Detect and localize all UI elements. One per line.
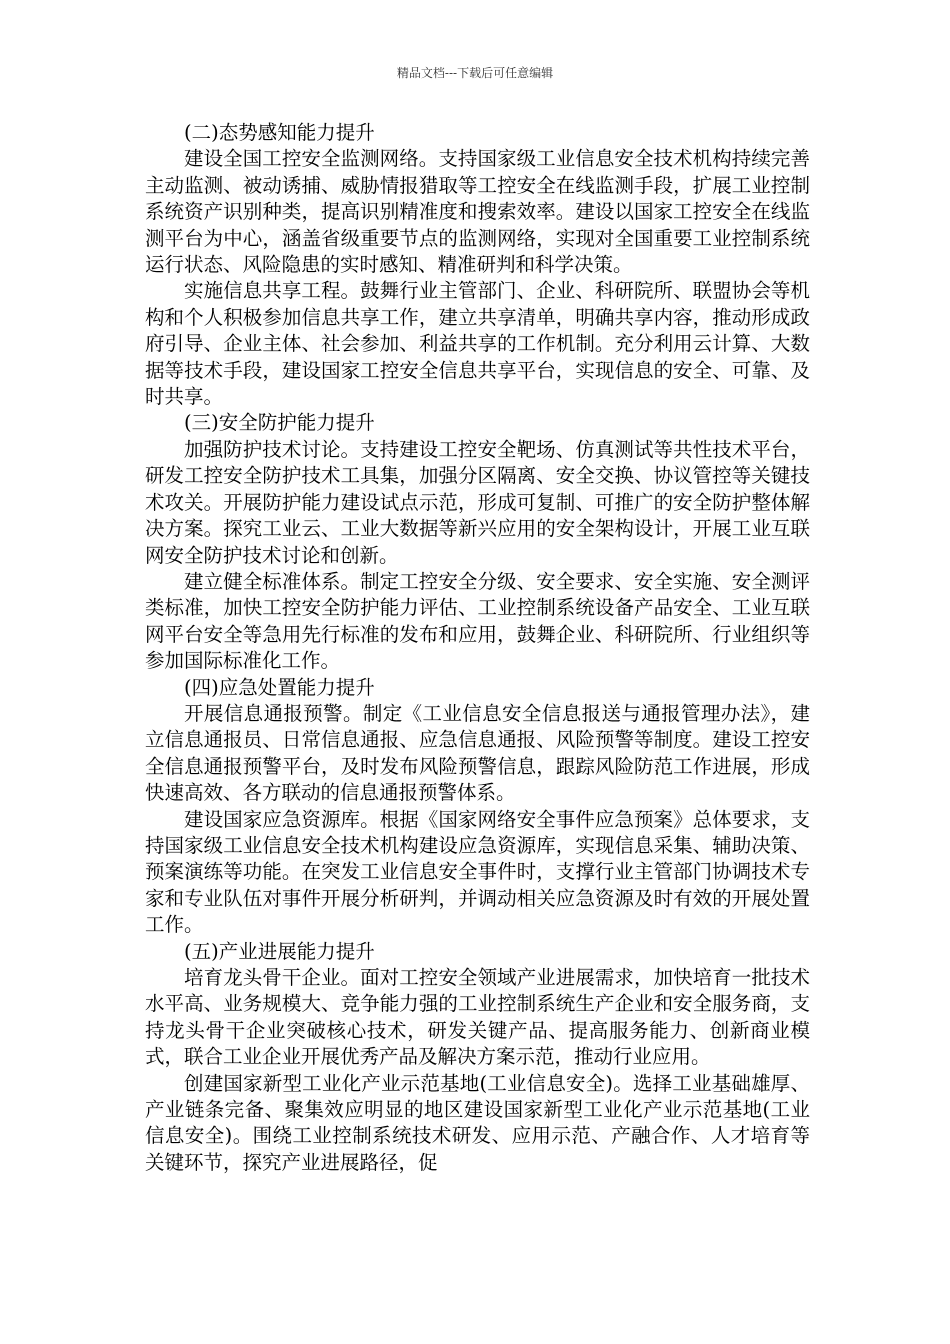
paragraph: 创建国家新型工业化产业示范基地(工业信息安全)。选择工业基础雄厚、产业链条完备、聚集效应明显的地区建设国家新型工业化产业示范基地(工业信息安全)。围绕工业控制系统技术研发、应用示范、产融合作、人才培育等关键环节，探究产业进展路径，促 bbox=[145, 1071, 810, 1174]
paragraph: 开展信息通报预警。制定《工业信息安全信息报送与通报管理办法》，建立信息通报员、日常信息通报、应急信息通报、风险预警等制度。建设工控安全信息通报预警平台，及时发布风险预警信息，跟踪风险防范工作进展，形成快速高效、各方联动的信息通报预警体系。 bbox=[145, 701, 810, 805]
section-heading: (五)产业进展能力提升 bbox=[184, 939, 375, 963]
paragraph: 建立健全标准体系。制定工控安全分级、安全要求、安全实施、安全测评类标准，加快工控安全防护能力评估、工业控制系统设备产品安全、工业互联网平台安全等急用先行标准的发布和应用，鼓舞企业、科研院所、行业组织等参加国际标准化工作。 bbox=[145, 569, 810, 673]
paragraph: 建设国家应急资源库。根据《国家网络安全事件应急预案》总体要求，支持国家级工业信息安全技术机构建设应急资源库，实现信息采集、辅助决策、预案演练等功能。在突发工业信息安全事件时，支撑行业主管部门协调技术专家和专业队伍对事件开展分析研判，并调动相关应急资源及时有效的开展处置工作。 bbox=[145, 807, 810, 937]
section-heading: (四)应急处置能力提升 bbox=[184, 675, 375, 699]
paragraph: 建设全国工控安全监测网络。支持国家级工业信息安全技术机构持续完善主动监测、被动诱捕、威胁情报猎取等工控安全在线监测手段，扩展工业控制系统资产识别种类，提高识别精准度和搜索效率。建设以国家工控安全在线监测平台为中心，涵盖省级重要节点的监测网络，实现对全国重要工业控制系统运行状态、风险隐患的实时感知、精准研判和科学决策。 bbox=[145, 147, 810, 277]
paragraph: 培育龙头骨干企业。面对工控安全领域产业进展需求，加快培育一批技术水平高、业务规模大、竞争能力强的工业控制系统生产企业和安全服务商，支持龙头骨干企业突破核心技术，研发关键产品、提高服务能力、创新商业模式，联合工业企业开展优秀产品及解决方案示范，推动行业应用。 bbox=[145, 966, 810, 1069]
page-header: 精品文档---下载后可任意编辑 bbox=[396, 66, 554, 80]
section-heading: (二)态势感知能力提升 bbox=[184, 121, 375, 144]
paragraph: 加强防护技术讨论。支持建设工控安全靶场、仿真测试等共性技术平台，研发工控安全防护技术工具集，加强分区隔离、安全交换、协议管控等关键技术攻关。开展防护能力建设试点示范，形成可复制、可推广的安全防护整体解决方案。探究工业云、工业大数据等新兴应用的安全架构设计，开展工业互联网安全防护技术讨论和创新。 bbox=[145, 437, 810, 567]
section-heading: (三)安全防护能力提升 bbox=[184, 411, 375, 435]
document-body bbox=[145, 120, 810, 1176]
paragraph: 实施信息共享工程。鼓舞行业主管部门、企业、科研院所、联盟协会等机构和个人积极参加信息共享工作，建立共享清单，明确共享内容，推动形成政府引导、企业主体、社会参加、利益共享的工作机制。充分利用云计算、大数据等技术手段，建设国家工控安全信息共享平台，实现信息的安全、可靠、及时共享。 bbox=[145, 279, 810, 409]
